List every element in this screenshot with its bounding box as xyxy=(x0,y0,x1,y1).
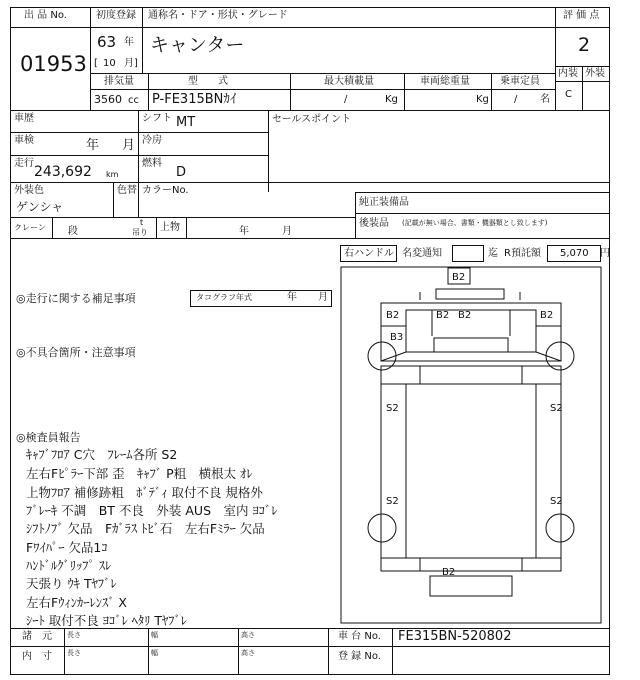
crane-hang-unit: 吊り xyxy=(132,228,148,237)
inspection-month-unit: 月 xyxy=(122,138,136,153)
model-code: P-FE315BNｶｲ xyxy=(152,92,237,107)
mileage-label: 走行 xyxy=(14,158,34,169)
rule xyxy=(90,89,555,90)
damage-mark: S2 xyxy=(550,403,563,414)
inspector-report-title: ◎検査員報告 xyxy=(16,431,81,444)
rule xyxy=(555,27,609,28)
damage-mark: B2 xyxy=(386,310,400,321)
dimensions-label: 諸 元 xyxy=(22,631,52,642)
rule xyxy=(10,182,610,183)
frame-top xyxy=(10,7,610,8)
mileage-unit: km xyxy=(106,170,119,179)
inspector-note: 上物ﾌﾛｱ 補修跡粗 ﾎﾞﾃﾞｨ 取付不良 規格外 xyxy=(26,485,263,500)
displacement: 3560 xyxy=(94,93,122,106)
interior-dimensions-label: 内 寸 xyxy=(22,651,52,662)
rule xyxy=(355,192,356,238)
right-hand-drive: 右ハンドル xyxy=(344,248,394,259)
inspector-note: ｷｬﾌﾞﾌﾛｱ C穴 ﾌﾚｰﾑ各所 S2 xyxy=(26,447,178,462)
height-label: 高さ xyxy=(241,649,255,657)
color-change-label: 色替 xyxy=(117,185,137,196)
car-name-label: 通称名・ドア・形状・グレード xyxy=(148,10,288,21)
registration-number-label: 登 録 No. xyxy=(338,651,381,662)
registration-year: 63 xyxy=(97,33,117,51)
bed-label: 上物 xyxy=(160,222,180,233)
rule xyxy=(582,66,583,111)
damage-mark: B2 xyxy=(442,567,456,578)
rule xyxy=(10,27,555,28)
inspector-note: ﾊﾝﾄﾞﾙｸﾞﾘｯﾌﾟ ｽﾚ xyxy=(26,558,112,573)
damage-mark: B2 xyxy=(452,272,466,283)
cooler-label: 冷房 xyxy=(142,135,162,146)
frame-bottom xyxy=(10,674,610,675)
bed-year-unit: 年 xyxy=(239,226,249,237)
rule xyxy=(90,73,555,74)
inspector-note: 左右Fﾋﾟﾗｰ下部 歪 ｷｬﾌﾞ P粗 横根太 ｵﾚ xyxy=(26,466,253,481)
inspector-note: Fﾜｲﾊﾟｰ 欠品1ｺ xyxy=(26,540,108,555)
max-load-slash: / xyxy=(344,94,348,105)
width-label: 幅 xyxy=(151,631,158,639)
wheel-rear-right xyxy=(546,514,574,542)
chassis-number: FE315BN-520802 xyxy=(398,629,512,644)
width-label: 幅 xyxy=(151,649,158,657)
rule xyxy=(238,628,239,674)
cab-detail xyxy=(536,352,561,361)
model-label: 型 式 xyxy=(188,76,228,87)
inspector-note: ｼﾌﾄﾉﾌﾞ 欠品 Fｶﾞﾗｽ ﾄﾋﾞ石 左右Fﾐﾗｰ 欠品 xyxy=(26,521,265,536)
damage-mark: B2 xyxy=(436,310,450,321)
month-close: 月] xyxy=(124,58,138,69)
lot-number: 01953 xyxy=(20,52,87,76)
rule xyxy=(10,646,610,647)
body-color-label: 外装色 xyxy=(14,185,44,196)
name-change-label: 名変通知 xyxy=(402,248,442,259)
inspector-note: ﾌﾞﾚｰｷ 不調 BT 不良 外装 AUS 室内 ﾖｺﾞﾚ xyxy=(26,503,278,518)
damage-mark: S2 xyxy=(550,496,563,507)
chassis-number-label: 車 台 No. xyxy=(338,631,381,642)
fuel-value: D xyxy=(176,165,187,180)
inspector-note: ｼｰﾄ 取付不良 ﾖｺﾞﾚ ﾍﾀﾘ Tﾔﾌﾞﾚ xyxy=(26,613,188,628)
mileage-supplement-title: ◎走行に関する補足事項 xyxy=(16,292,136,305)
defects-title: ◎不具合箇所・注意事項 xyxy=(16,346,136,359)
height-label: 高さ xyxy=(241,631,255,639)
displacement-unit: cc xyxy=(128,95,139,106)
capacity-label: 乗車定員 xyxy=(500,76,540,87)
first-registration-label: 初度登録 xyxy=(96,10,136,21)
windshield xyxy=(434,338,508,352)
factory-equipment-label: 純正装備品 xyxy=(359,197,409,208)
rule xyxy=(52,217,53,238)
rule xyxy=(355,192,610,193)
damage-mark: B2 xyxy=(540,310,554,321)
rule xyxy=(355,213,610,214)
recycle-fee-value: 5,070 xyxy=(560,248,589,259)
max-load-label: 最大積載量 xyxy=(324,76,374,87)
truck-damage-diagram xyxy=(340,266,602,624)
gross-weight-unit: Kg xyxy=(476,94,489,105)
rule xyxy=(328,628,329,674)
inspection-year-unit: 年 xyxy=(86,138,100,153)
shift-label: シフト xyxy=(142,113,172,124)
interior-grade: C xyxy=(565,89,572,100)
rule xyxy=(142,7,143,73)
history-label: 車歴 xyxy=(14,113,34,124)
shift-value: MT xyxy=(176,115,196,130)
tax-deadline-mark: 迄 xyxy=(488,248,498,259)
rear-bumper xyxy=(430,576,512,596)
rule xyxy=(156,217,157,238)
bed-month-unit: 月 xyxy=(282,226,292,237)
gross-weight-label: 車両総重量 xyxy=(420,76,470,87)
length-label: 長さ xyxy=(67,631,81,639)
inspector-note: 左右Fｳｨﾝｶｰﾚﾝｽﾞ X xyxy=(26,595,127,610)
rule xyxy=(64,628,65,674)
damage-mark: B3 xyxy=(390,332,404,343)
sales-point-label: セールスポイント xyxy=(272,114,352,125)
fuel-label: 燃料 xyxy=(142,158,162,169)
exterior-grade-label: 外装 xyxy=(585,68,605,79)
displacement-label: 排気量 xyxy=(104,76,134,87)
frame-left xyxy=(10,7,11,675)
mileage: 243,692 xyxy=(34,164,92,180)
rule xyxy=(10,238,610,239)
recycle-fee-label: R預託額 xyxy=(504,248,541,259)
rule xyxy=(491,73,492,110)
rule xyxy=(290,73,291,110)
crane-label: クレーン xyxy=(14,223,46,232)
rule xyxy=(555,7,556,111)
aftermarket-label: 後装品 xyxy=(359,218,389,229)
rule xyxy=(148,628,149,674)
rule xyxy=(10,217,355,218)
rule xyxy=(392,628,393,674)
rule xyxy=(10,628,610,629)
year-unit: 年 xyxy=(124,37,134,48)
crane-ton-unit: t xyxy=(140,218,144,227)
crane-stage-unit: 段 xyxy=(68,226,78,237)
damage-mark: S2 xyxy=(386,496,399,507)
lot-label: 出 品 No. xyxy=(24,10,67,21)
damage-mark: B2 xyxy=(458,310,472,321)
bed-floor xyxy=(406,384,536,558)
interior-grade-label: 内装 xyxy=(558,68,578,79)
rule xyxy=(268,110,269,192)
tachograph-month-unit: 月 xyxy=(318,292,328,303)
capacity-unit: 名 xyxy=(540,94,550,105)
score-label: 評 価 点 xyxy=(563,10,600,21)
tachograph-label: タコグラフ年式 xyxy=(196,293,252,302)
inspection-label: 車検 xyxy=(14,135,34,146)
body-color: ゲンシャ xyxy=(16,200,64,214)
front-bumper xyxy=(436,289,504,299)
damage-mark: S2 xyxy=(386,403,399,414)
rule xyxy=(10,155,268,156)
rule xyxy=(186,217,187,238)
color-number-label: カラーNo. xyxy=(142,185,189,196)
rule xyxy=(10,110,610,111)
bed-outline xyxy=(381,366,561,571)
max-load-unit: Kg xyxy=(385,94,398,105)
month-open: [ xyxy=(94,58,98,69)
tachograph-year-unit: 年 xyxy=(287,292,297,303)
wheel-rear-left xyxy=(368,514,396,542)
registration-month: 10 xyxy=(103,58,116,69)
score: 2 xyxy=(578,34,591,56)
rule xyxy=(138,110,139,217)
car-name: キャンター xyxy=(150,34,245,56)
rule xyxy=(10,132,268,133)
rule xyxy=(113,183,114,217)
rule xyxy=(148,73,149,110)
capacity-slash: / xyxy=(514,94,518,105)
rule xyxy=(90,7,91,111)
length-label: 長さ xyxy=(67,649,81,657)
inspector-note: 天張り ｳｷ Tﾔﾌﾞﾚ xyxy=(26,576,117,591)
frame-right xyxy=(609,7,610,675)
cab-detail xyxy=(381,352,406,361)
rule xyxy=(404,73,405,110)
name-change-box xyxy=(452,245,484,262)
recycle-fee-unit: 円 xyxy=(600,248,610,259)
aftermarket-note: (記載が無い場合、書類・機器類とし致します) xyxy=(402,219,548,227)
